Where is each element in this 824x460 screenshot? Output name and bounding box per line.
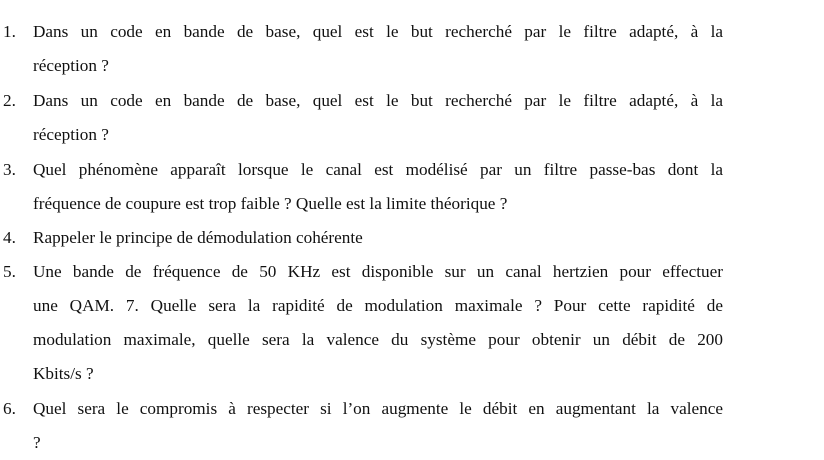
question-text [33,255,723,391]
question-number: 5. [3,262,16,281]
question-text [33,221,723,255]
question-line: une QAM. 7. Quelle sera la rapidité de modulation maximale ? Pour cette rapidité de [33,296,723,315]
question-text [33,15,723,83]
question-text [33,84,723,152]
question-line: Rappeler le principe de démodulation cohérente [33,228,363,247]
question-line: fréquence de coupure est trop faible ? Quelle est la limite théorique ? [33,194,508,213]
question-number: 4. [3,228,16,247]
question-text [33,392,723,460]
question-line: ? [33,433,41,452]
question-line: Kbits/s ? [33,364,94,383]
question-line: Dans un code en bande de base, quel est le but recherché par le filtre adapté, à la [33,91,723,110]
question-line: réception ? [33,125,109,144]
question-number: 6. [3,399,16,418]
question-number: 3. [3,160,16,179]
question-line: Quel sera le compromis à respecter si l’on augmente le débit en augmentant la valence [33,399,723,418]
question-number: 1. [3,22,16,41]
question-line: Une bande de fréquence de 50 KHz est disponible sur un canal hertzien pour effectuer [33,262,723,281]
question-line: Quel phénomène apparaît lorsque le canal est modélisé par un filtre passe-bas dont la [33,160,723,179]
question-text [33,153,723,221]
question-line: modulation maximale, quelle sera la valence du système pour obtenir un débit de 200 [33,330,723,349]
question-number: 2. [3,91,16,110]
question-line: Dans un code en bande de base, quel est le but recherché par le filtre adapté, à la [33,22,723,41]
question-line: réception ? [33,56,109,75]
